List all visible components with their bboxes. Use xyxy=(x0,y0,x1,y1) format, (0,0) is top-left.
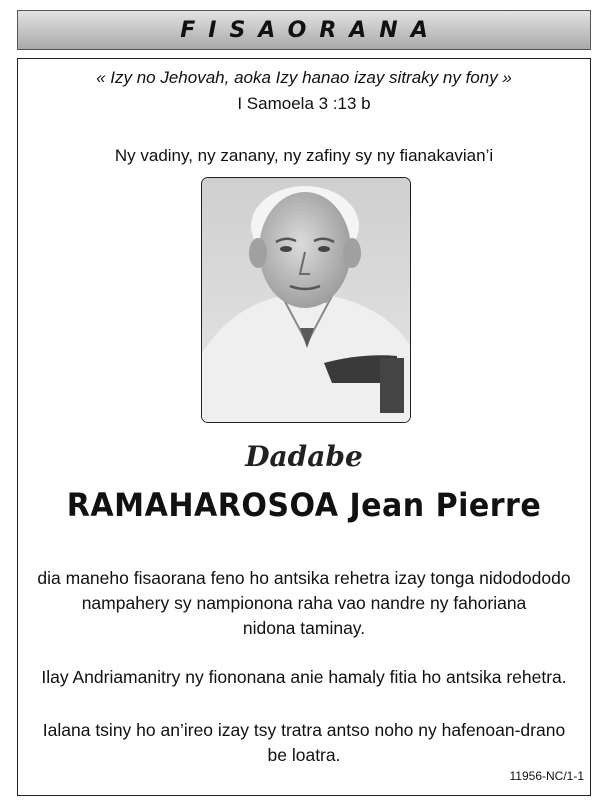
portrait-illustration xyxy=(202,178,411,423)
deceased-name: RAMAHAROSOA Jean Pierre xyxy=(66,486,542,524)
blessing-text: Ilay Andriamanitry ny fiononana anie hamaly fitia ho antsika rehetra. xyxy=(41,667,567,687)
family-line: Ny vadiny, ny zanany, ny zafiny sy ny fianakavian’i xyxy=(114,146,494,165)
thanks-line-3: nidona taminay. xyxy=(242,618,366,638)
header-bar xyxy=(17,10,591,50)
honorific: Dadabe xyxy=(245,440,363,473)
scripture-reference: I Samoela 3 :13 b xyxy=(237,94,371,113)
scripture-quote: « Izy no Jehovah, aoka Izy hanao izay sitraky ny fony » xyxy=(96,68,512,87)
thanks-line-1: dia maneho fisaorana feno ho antsika rehetra izay tonga nidodododo xyxy=(37,568,571,588)
portrait-photo xyxy=(201,177,411,423)
apology-line-2: be loatra. xyxy=(267,745,341,765)
header-title: FISAORANA xyxy=(180,17,441,43)
thanks-message xyxy=(17,566,591,641)
apology-message xyxy=(17,718,591,768)
thanks-line-2: nampahery sy nampionona raha vao nandre ny fahoriana xyxy=(81,593,527,613)
apology-line-1: Ialana tsiny ho an’ireo izay tsy tratra antso noho ny hafenoan-drano xyxy=(42,720,566,740)
reference-code: 11956-NC/1-1 xyxy=(509,769,584,783)
